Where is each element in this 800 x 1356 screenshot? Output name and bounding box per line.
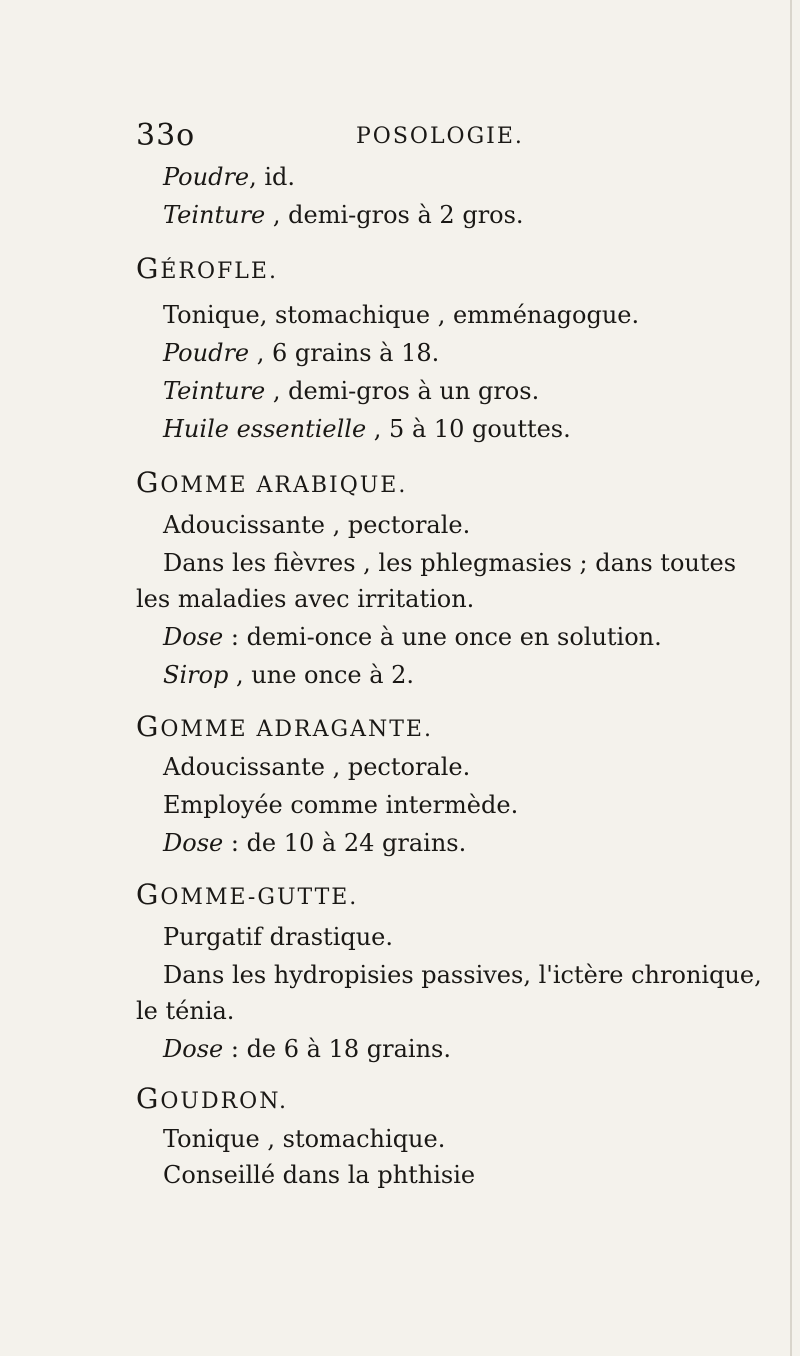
heading-gomme-gutte: [136, 880, 358, 913]
huile-term: Huile essentielle: [163, 415, 367, 443]
page-number: 33o: [136, 118, 196, 153]
teinture-text: , demi-gros à un gros.: [265, 377, 540, 405]
gomme-arabique-properties: Adoucissante , pectorale.: [163, 511, 471, 539]
heading-initial: G: [136, 878, 161, 911]
gomme-adragante-properties: Adoucissante , pectorale.: [163, 753, 471, 781]
dose-term: Dose: [163, 829, 224, 857]
gomme-gutte-properties: Purgatif drastique.: [163, 923, 394, 951]
heading-initial: G: [136, 1082, 161, 1115]
dose-text: : demi-once à une once en solution.: [223, 623, 662, 651]
heading-rest: ÉROFLE.: [160, 259, 278, 284]
heading-rest: OMME ADRAGANTE.: [160, 717, 433, 742]
girofle-teinture-line: [163, 376, 539, 406]
heading-girofle: [136, 254, 278, 287]
goudron-usage: Conseillé dans la phthisie: [163, 1161, 476, 1189]
girofle-poudre-line: [163, 338, 439, 368]
teinture-text: , demi-gros à 2 gros.: [265, 201, 524, 229]
heading-gomme-arabique: [136, 468, 407, 501]
heading-goudron: [136, 1084, 288, 1117]
heading-rest: OUDRON.: [160, 1089, 289, 1114]
dose-text: : de 10 à 24 grains.: [223, 829, 467, 857]
running-title: POSOLOGIE.: [356, 124, 524, 149]
girofle-huile-line: [163, 414, 571, 444]
heading-gomme-adragante: [136, 712, 433, 745]
gomme-arabique-usage-line1: Dans les fièvres , les phlegmasies ; dans toutes: [163, 549, 737, 577]
gomme-arabique-dose-line: [163, 622, 662, 652]
sirop-text: , une once à 2.: [228, 661, 415, 689]
teinture-term: Teinture: [163, 201, 266, 229]
teinture-prev-line: [163, 200, 524, 230]
poudre-prev-line: [163, 162, 295, 192]
sirop-term: Sirop: [163, 661, 229, 689]
poudre-text: , id.: [249, 163, 296, 191]
goudron-properties: Tonique , stomachique.: [163, 1125, 446, 1153]
gomme-adragante-dose-line: [163, 828, 466, 858]
gomme-gutte-dose-line: [163, 1034, 451, 1064]
heading-rest: OMME ARABIQUE.: [160, 473, 408, 498]
heading-initial: G: [136, 252, 161, 285]
girofle-properties: Tonique, stomachique , emménagogue.: [163, 301, 640, 329]
gomme-gutte-usage-line2: le ténia.: [136, 997, 235, 1025]
teinture-term: Teinture: [163, 377, 266, 405]
gomme-arabique-usage-line2: les maladies avec irritation.: [136, 585, 475, 613]
gomme-gutte-usage-line1: Dans les hydropisies passives, l'ictère chronique,: [163, 961, 762, 989]
gomme-adragante-usage: Employée comme intermède.: [163, 791, 519, 819]
heading-rest: OMME-GUTTE.: [160, 885, 359, 910]
heading-initial: G: [136, 710, 161, 743]
dose-term: Dose: [163, 623, 224, 651]
dose-text: : de 6 à 18 grains.: [223, 1035, 451, 1063]
dose-term: Dose: [163, 1035, 224, 1063]
poudre-term: Poudre: [163, 163, 250, 191]
gomme-arabique-sirop-line: [163, 660, 414, 690]
poudre-text: , 6 grains à 18.: [249, 339, 440, 367]
page-header: [136, 118, 696, 158]
heading-initial: G: [136, 466, 161, 499]
page-edge: [790, 0, 792, 1356]
poudre-term: Poudre: [163, 339, 250, 367]
huile-text: , 5 à 10 gouttes.: [366, 415, 571, 443]
